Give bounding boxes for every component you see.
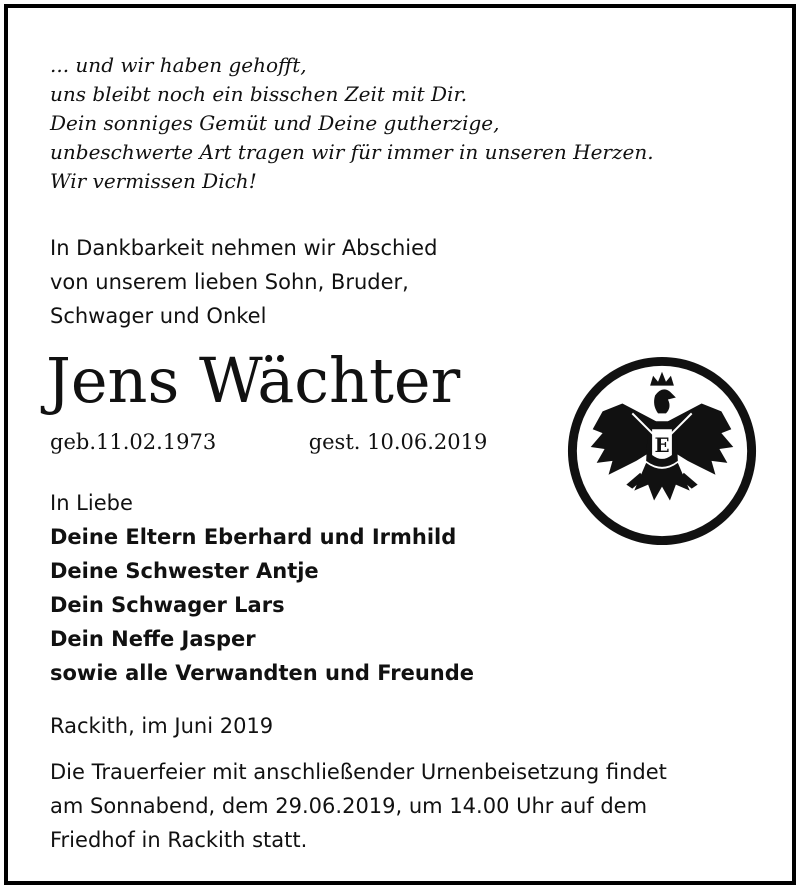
service-line: Die Trauerfeier mit anschließender Urnenbeisetzung findet	[50, 760, 667, 784]
mourners-list	[50, 520, 474, 690]
death-date: gest. 10.06.2019	[308, 430, 488, 454]
mourner-line: Deine Eltern Eberhard und Irmhild	[50, 525, 457, 549]
poem-verse	[50, 51, 654, 196]
emblem-letter: E	[654, 432, 670, 457]
mourner-line: Dein Schwager Lars	[50, 593, 285, 617]
funeral-service-info	[50, 755, 770, 857]
mourner-line: Dein Neffe Jasper	[50, 627, 256, 651]
poem-line: unbeschwerte Art tragen wir für immer in unseren Herzen.	[50, 140, 654, 164]
mourners-intro: In Liebe	[50, 491, 133, 515]
poem-line: Wir vermissen Dich!	[50, 169, 257, 193]
eagle-crest-icon	[563, 352, 761, 550]
birth-date: geb.11.02.1973	[50, 430, 217, 454]
obituary-notice	[4, 4, 796, 885]
mourner-line: sowie alle Verwandten und Freunde	[50, 661, 475, 685]
intro-line: Schwager und Onkel	[50, 304, 267, 328]
poem-line: Dein sonniges Gemüt und Deine gutherzige,	[50, 111, 500, 135]
service-line: am Sonnabend, dem 29.06.2019, um 14.00 Uhr auf dem	[50, 794, 648, 818]
mourner-line: Deine Schwester Antje	[50, 559, 319, 583]
place-and-date: Rackith, im Juni 2019	[50, 714, 274, 738]
poem-line: uns bleibt noch ein bisschen Zeit mit Dir.	[50, 82, 468, 106]
poem-line: ... und wir haben gehofft,	[50, 53, 307, 77]
service-line: Friedhof in Rackith statt.	[50, 828, 308, 852]
intro-line: von unserem lieben Sohn, Bruder,	[50, 270, 409, 294]
deceased-name: Jens Wächter	[46, 344, 461, 417]
life-dates	[50, 426, 487, 458]
intro-line: In Dankbarkeit nehmen wir Abschied	[50, 236, 438, 260]
farewell-intro	[50, 231, 437, 333]
